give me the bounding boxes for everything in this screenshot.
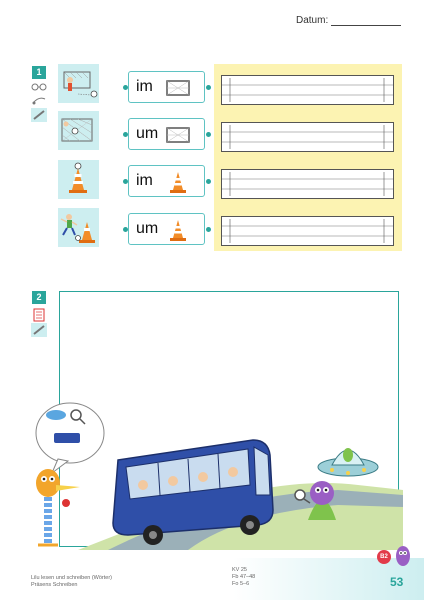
date-label: Datum: [296, 15, 329, 26]
footer-mid-line: Fo 5–6 [232, 581, 250, 587]
magnifier-icon [31, 95, 47, 105]
connector-dot[interactable] [206, 227, 211, 232]
exercise-1-number: 1 [32, 66, 46, 79]
word-card [128, 118, 205, 150]
word-text: um [136, 220, 159, 237]
footer-left-line: Präsens Schreiben [31, 582, 78, 588]
level-badge: B2 [377, 550, 391, 564]
traffic-cone-icon [167, 218, 189, 242]
pencil-icon [31, 108, 47, 122]
word-card [128, 213, 205, 245]
word-text: im [136, 78, 153, 95]
connector-dot[interactable] [206, 132, 211, 137]
ufo [318, 448, 378, 476]
child-running-cone-picture [58, 208, 99, 247]
exercise-2-number: 2 [32, 291, 46, 304]
footer-mid-line: Fb 47–48 [232, 574, 256, 580]
footer-left-line: Lilu lesen und schreiben (Wörter) [31, 575, 113, 581]
writing-line[interactable] [221, 216, 394, 246]
traffic-cone-icon [167, 170, 189, 194]
page-number: 53 [390, 575, 404, 589]
notebook-icon [32, 308, 46, 322]
date-input-line[interactable] [331, 25, 401, 26]
word-card [128, 71, 205, 103]
soccer-goal-icon [165, 125, 191, 145]
connector-dot[interactable] [206, 179, 211, 184]
traffic-cone-ball-picture [58, 160, 99, 199]
glasses-icon [31, 82, 47, 92]
connector-dot[interactable] [206, 85, 211, 90]
soccer-goal-icon [165, 78, 191, 98]
goal-kick-picture [58, 64, 99, 103]
writing-area [214, 64, 402, 251]
goal-net-ball-picture [58, 111, 99, 150]
writing-line[interactable] [221, 75, 394, 105]
footer-left [31, 575, 112, 589]
writing-line[interactable] [221, 169, 394, 199]
word-text: im [136, 172, 153, 189]
word-card [128, 165, 205, 197]
pencil-icon [31, 323, 47, 337]
writing-line[interactable] [221, 122, 394, 152]
footer-mid-line: KV 25 [232, 567, 247, 573]
blue-bus [113, 440, 273, 545]
footer-mid [232, 567, 255, 588]
mascot-icon [393, 540, 413, 570]
word-text: um [136, 125, 159, 142]
scene-illustration [18, 395, 403, 555]
